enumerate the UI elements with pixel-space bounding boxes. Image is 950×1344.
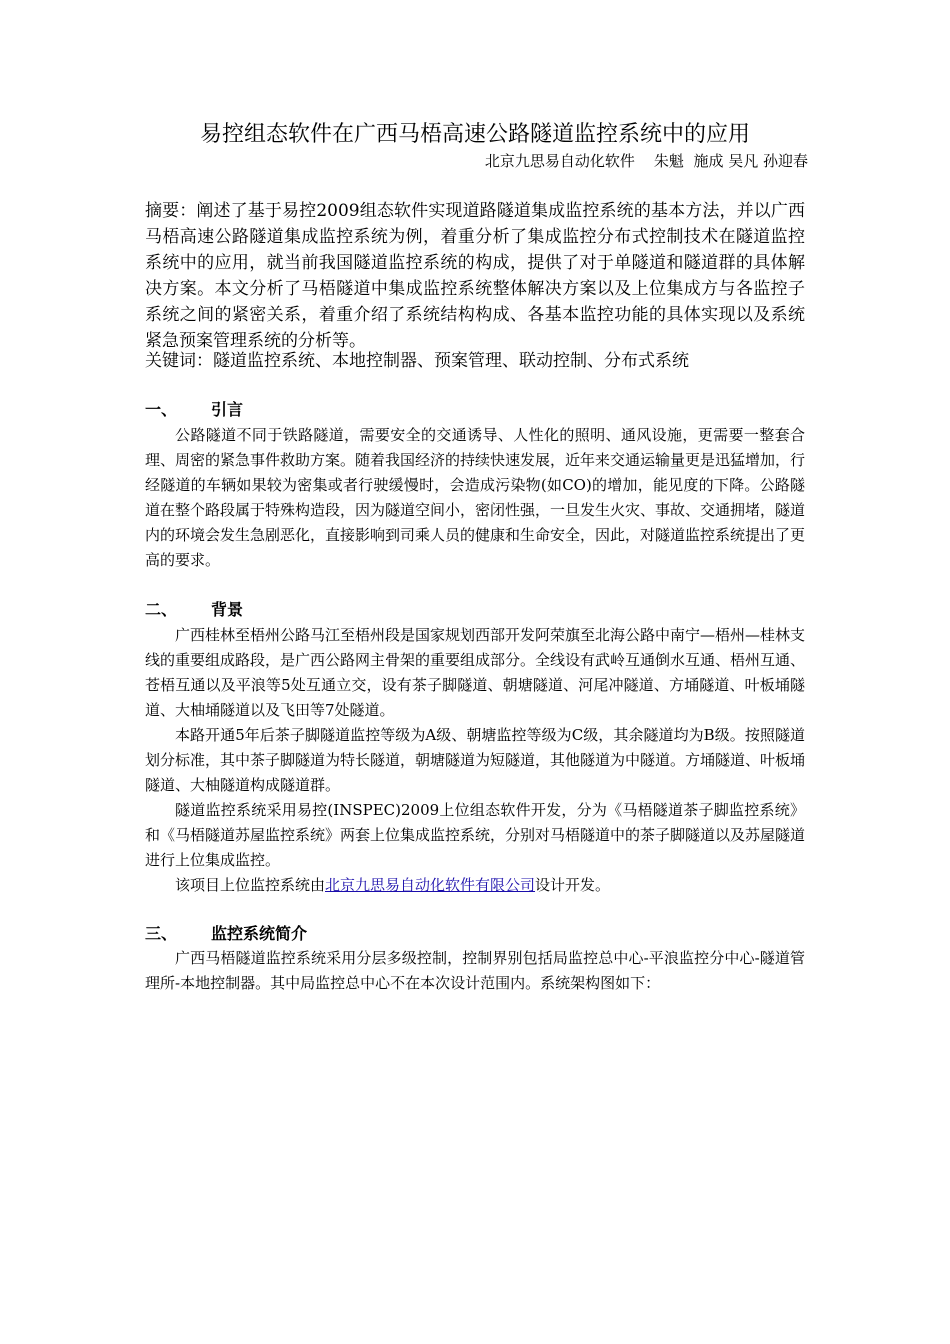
paper-title: 易控组态软件在广西马梧高速公路隧道监控系统中的应用 (199, 122, 750, 147)
link-suffix-text: 设计开发。 (535, 876, 611, 894)
link-prefix-text: 该项目上位监控系统由 (175, 876, 326, 894)
section-body-introduction (145, 423, 805, 573)
paragraph: 广西马梧隧道监控系统采用分层多级控制，控制界别包括局监控总中心-平浪监控分中心-隧道管理所-本地控制器。其中局监控总中心不在本次设计范围内。系统架构图如下： (145, 949, 805, 992)
section-body-system-overview (145, 946, 805, 996)
author-line: 北京九思易自动化软件 朱魁 施成 吴凡 孙迎春 (484, 152, 808, 170)
section-title: 监控系统简介 (211, 924, 308, 943)
company-link[interactable]: 北京九思易自动化软件有限公司 (325, 876, 536, 894)
section-title: 背景 (211, 600, 244, 619)
paragraph: 公路隧道不同于铁路隧道，需要安全的交通诱导、人性化的照明、通风设施，更需要一整套合理、周密的紧急事件救助方案。随着我国经济的持续快速发展，近年来交通运输量更是迅猛增加，行经隧道的车辆如果较为密集或者行驶缓慢时，会造成污染物(如CO)的增加，能见度的下降。公路隧道在整个路段属于特殊构造段，因为隧道空间小，密闭性强，一旦发生火灾、事故、交通拥堵，隧道内的环境会发生急剧恶化，直接影响到司乘人员的健康和生命安全，因此，对隧道监控系统提出了更高的要求。 (145, 426, 806, 569)
section-number: 一、 (145, 400, 178, 419)
section-heading-system-overview (145, 923, 805, 945)
section-body-background (145, 623, 805, 898)
section-title: 引言 (211, 400, 244, 419)
abstract: 摘要：阐述了基于易控2009组态软件实现道路隧道集成监控系统的基本方法，并以广西马梧高速公路隧道集成监控系统为例，着重分析了集成监控分布式控制技术在隧道监控系统中的应用，就当前我国隧道监控系统的构成，提供了对于单隧道和隧道群的具体解决方案。本文分析了马梧隧道中集成监控系统整体解决方案以及上位集成方与各监控子系统之间的紧密关系，着重介绍了系统结构构成、各基本监控功能的具体实现以及系统紧急预案管理系统的分析等。 (145, 201, 805, 351)
paragraph: 广西桂林至梧州公路马江至梧州段是国家规划西部开发阿荣旗至北海公路中南宁—梧州—桂林支线的重要组成路段，是广西公路网主骨架的重要组成部分。全线设有武岭互通倒水互通、梧州互通、苍梧互通以及平浪等5处互通立交，设有茶子脚隧道、朝塘隧道、河尾冲隧道、方埇隧道、叶板埇隧道、大柚埇隧道以及飞田等7处隧道。 (145, 626, 806, 719)
section-heading-introduction (145, 399, 805, 421)
paragraph: 本路开通5年后茶子脚隧道监控等级为A级、朝塘监控等级为C级，其余隧道均为B级。按照隧道划分标准，其中茶子脚隧道为特长隧道，朝塘隧道为短隧道，其他隧道为中隧道。方埇隧道、叶板埇隧道、大柚隧道构成隧道群。 (145, 726, 806, 794)
keywords: 关键词：隧道监控系统、本地控制器、预案管理、联动控制、分布式系统 (145, 351, 689, 371)
paragraph: 隧道监控系统采用易控(INSPEC)2009上位组态软件开发，分为《马梧隧道茶子脚监控系统》和《马梧隧道苏屋监控系统》两套上位集成监控系统，分别对马梧隧道中的茶子脚隧道以及苏屋隧道进行上位集成监控。 (145, 801, 806, 869)
section-heading-background (145, 599, 805, 621)
section-number: 二、 (145, 600, 178, 619)
paragraph-with-link (145, 873, 805, 898)
section-number: 三、 (145, 924, 178, 943)
